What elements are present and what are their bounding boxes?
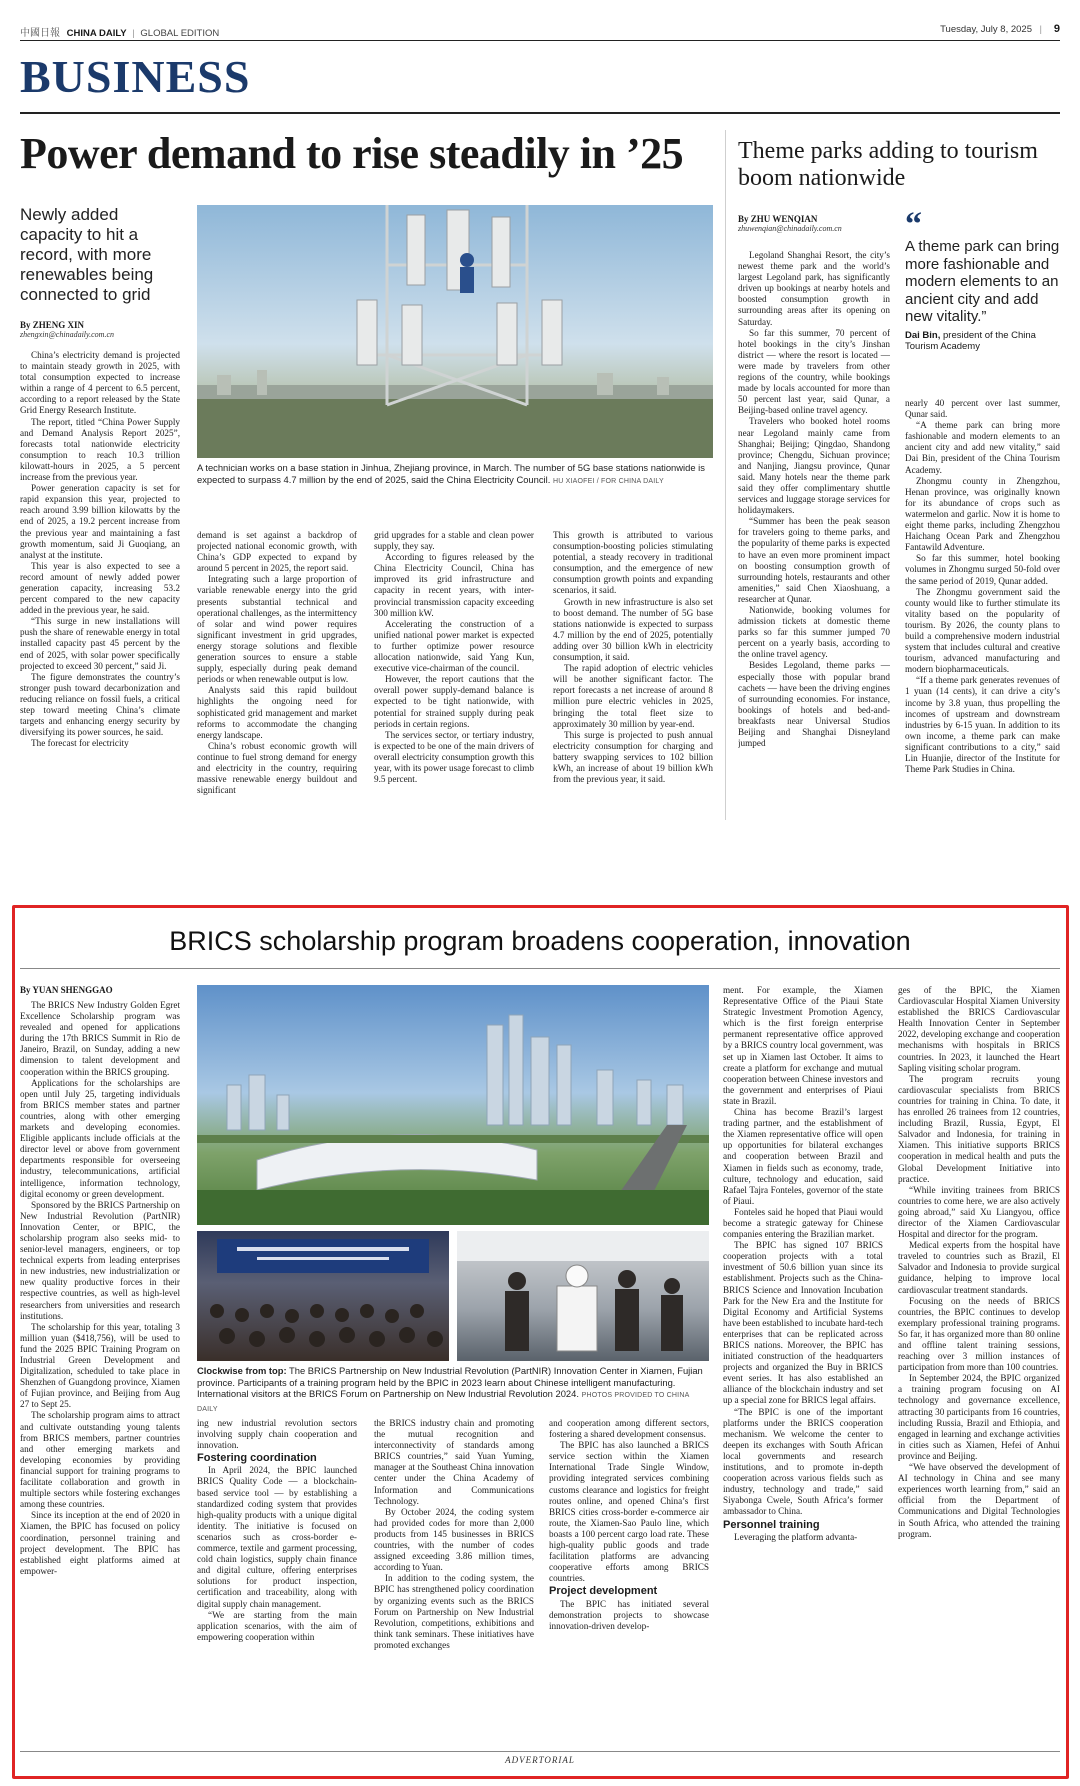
paragraph: China has become Brazil’s largest trading partner, and the establishment of the Xiamen representative office will open up opportunities for bilateral exchanges and cooperation between Brazil and Xiamen in fields such as economy, trade, culture, technology and education, said Rafael Tajra Fonteles, governor of the state of Piaui. <box>723 1107 883 1206</box>
paragraph: China’s robust economic growth will continue to fuel strong demand for energy and electricity in the country, requiring massive renewable energy buildout and significant <box>197 740 357 796</box>
paragraph: Nationwide, booking volumes for admission tickets at domestic theme parks so far this summer jumped 70 percent on a yearly basis, according to the online travel agency. <box>738 605 890 660</box>
brics-col-5 <box>723 985 883 1748</box>
brics-byline: By YUAN SHENGGAO <box>20 985 113 995</box>
paragraph: China’s electricity demand is projected to maintain steady growth in 2025, with total consumption expected to increase within a range of 4 percent to 6.5 percent, according to a report released by the State Grid Energy Research Institute. <box>20 350 180 416</box>
theme-headline: Theme parks adding to tourism boom nationwide <box>738 138 1038 191</box>
paragraph: So far this summer, hotel booking volumes in Zhongmu surged 50-fold over the same period of 2019, Qunar added. <box>905 553 1060 586</box>
paragraph: The rapid adoption of electric vehicles will be another significant factor. The report forecasts a net increase of around 8 million pure electric vehicles in 2025, bringing the total fleet size to approximately 30 million by year-end. <box>553 663 713 729</box>
paragraph: grid upgrades for a stable and clean power supply, they say. <box>374 530 534 552</box>
paragraph: In April 2024, the BPIC launched BRICS Quality Code — a blockchain-based service tool — by establishing a standardized coding system that provides high-quality products with a unique digital identity. The initiative is focused on scenarios such as cross-border e-commerce, textile and garment processing, cold chain logistics, supply chain finance and digital culture, offering enterprises solutions for product inspection, certification and traceability, along with digital supply chain management. <box>197 1465 357 1609</box>
paragraph: ment. For example, the Xiamen Representative Office of the Piaui State Strategic Investment Promotion Agency, which is the first foreign enterprise permanent representative office approved by a BRICS country local government, was set up in Xiamen last October. It aims to create a platform for exchange and mutual cooperation between Chinese investors and the government and enterprises of Piaui state in Brazil. <box>723 985 883 1106</box>
paragraph: Besides Legoland, theme parks — especially those with popular brand cachets — have been the driving engines of surrounding economies. For instance, bookings of hotels and bed-and-breakfasts near Universal Studios Beijing and Shanghai Disneyland jumped <box>738 660 890 749</box>
paragraph: The scholarship program aims to attract and cultivate outstanding young talents from BRICS members, partner countries and other emerging markets and developing economies by providing financial support for training programs to facilitate collaboration and growth in multiple sectors while fostering exchanges among these countries. <box>20 1410 180 1510</box>
paragraph: The Zhongmu government said the county would like to further stimulate its vitality based on the popularity of tourism. By 2026, the county plans to build a comprehensive modern industrial system that includes cultural and creative tourism, advanced manufacturing and modern biopharmaceuticals. <box>905 586 1060 675</box>
paragraph: Medical experts from the hospital have traveled to countries such as Brazil, El Salvador and Indonesia to provide surgical guidance, helping to improve local cardiovascular treatment standards. <box>898 1240 1060 1295</box>
paragraph: The BPIC has signed 107 BRICS cooperation projects with a total investment of 50.6 billion yuan since its establishment. Projects such as the China-BRICS Science and Innovation Incubation Park for the New Era and the Institute for Digital Economy and Artificial Systems have been established to incubate hard-tech enterprises that can be replicated across BRICS nations. Moreover, the BPIC has initiated construction of the headquarters projects and organized the Buy in BRICS event series. It has also established an alliance of the blockchain industry and set up a special zone for BRICS legal affairs. <box>723 1240 883 1406</box>
paragraph: According to figures released by the China Electricity Council, China has improved its grid infrastructure and capacity in recent years, with inter-provincial transmission capacity exceeding 300 million kW. <box>374 552 534 618</box>
paragraph: Analysts said this rapid buildout highlights the ongoing need for sophisticated grid management and market reforms to accommodate the changing energy landscape. <box>197 685 357 740</box>
paragraph: Sponsored by the BRICS Partnership on New Industrial Revolution (PartNIR) Innovation Center, or BPIC, the scholarship program also seeks mid- to senior-level managers, engineers, or top technical experts from leading enterprises in new industries, new industrialization or new quality productive forces in their respective countries, as well as high-level researchers from universities and research institutions. <box>20 1199 180 1321</box>
power-caption: A technician works on a base station in Jinhua, Zhejiang province, in March. The number of 5G base stations nationwide is expected to surpass 4.7 million by the end of 2025, said the China Electricity Council. HU XIAOFEI / FOR CHINA DAILY <box>197 462 705 485</box>
quote-attribution-title: president of the China Tourism Academy <box>905 329 1036 352</box>
paragraph: Fonteles said he hoped that Piaui would become a strategic gateway for Chinese companies entering the Brazilian market. <box>723 1206 883 1240</box>
paragraph: However, the report cautions that the overall power supply-demand balance is expected to be tight nationwide, with potential for strained supply during peak periods in certain regions. <box>374 674 534 729</box>
brics-col-4 <box>549 1418 709 1748</box>
paragraph: “We have observed the development of AI technology in China and see many experiences worth learning from,” said an official from the Department of Communications and Digital Technologies in South Africa, who attended the training program. <box>898 1462 1060 1539</box>
masthead-logo: 中國日報 <box>20 28 60 39</box>
brics-col-3 <box>374 1418 534 1748</box>
power-email: zhengxin@chinadaily.com.cn <box>20 330 115 339</box>
paragraph: ges of the BPIC, the Xiamen Cardiovascular Hospital Xiamen University established the BRICS Cardiovascular Health Innovation Center in September 2022, developing exchange and cooperation mechanisms with hospitals in BRICS countries. In 2023, it launched the Heart Sapling visiting scholar program. <box>898 985 1060 1073</box>
paragraph: Growth in new infrastructure is also set to boost demand. The number of 5G base stations nationwide is expected to surpass 4.7 million by the end of 2025, potentially adding over 30 billion kWh in electricity consumption, it said. <box>553 596 713 663</box>
brics-main-photo <box>197 985 709 1225</box>
theme-col-1 <box>738 250 890 822</box>
subhead: Project development <box>549 1585 658 1598</box>
paragraph: In September 2024, the BPIC organized a training program focusing on AI technology and governance excellence, attracting 30 participants from 16 countries, including Russia, Brazil and Ethiopia, and engaged in learning and exchange activities in cities such as Xiamen, Hefei of Anhui province and Beijing. <box>898 1373 1060 1461</box>
brics-training-photo <box>457 1231 709 1361</box>
pull-quote-text: A theme park can bring more fashionable and modern elements to an ancient city and add new vitality.” <box>905 238 1060 325</box>
paragraph: Travelers who booked hotel rooms near Legoland mainly came from Shanghai; Beijing; Qingdao, Shandong province; Chengdu, Sichuan province; and Nanjing, Jiangsu province, Qunar said. Many hotels near the theme park said they offer complimentary shuttle services and luggage storage services for holidaymakers. <box>738 416 890 516</box>
brics-col-2 <box>197 1418 357 1748</box>
page-number: 9 <box>1053 23 1060 35</box>
paragraph: This growth is attributed to various consumption-boosting policies stimulating potential, a steady recovery in traditional consumption, and the emergence of new consumption growth points and expanding scenarios, it said. <box>553 530 713 596</box>
page-date: Tuesday, July 8, 2025 <box>940 24 1032 35</box>
paragraph: The report, titled “China Power Supply and Demand Analysis Report 2025”, forecasts total nationwide electricity consumption to reach 10.3 trillion kilowatt-hours in 2025, a 5 percent increase from the previous year. <box>20 416 180 483</box>
brics-forum-photo <box>197 1231 449 1361</box>
edition-label: GLOBAL EDITION <box>140 28 220 39</box>
power-deck: Newly added capacity to hit a record, with more renewables being connected to grid <box>20 205 154 304</box>
paragraph: The BPIC has also launched a BRICS service section within the Xiamen International Trade Single Window, providing integrated services combining customs clearance and logistics for freight routes online, and opened China’s first BRICS cities cross-border e-commerce air route, the Xiamen-Sao Paulo line, which boasts a 100 percent cargo load rate. These high-quality public goods and trade facilitation platforms are advancing cooperative efforts among BRICS countries. <box>549 1440 709 1584</box>
paragraph: The BPIC has initiated several demonstration projects to showcase innovation-driven develop- <box>549 1598 709 1631</box>
robot-demo-illustration <box>457 1231 709 1361</box>
brics-headline: BRICS scholarship program broadens cooperation, innovation <box>169 926 911 956</box>
power-headline: Power demand to rise steadily in ’25 <box>20 129 684 178</box>
paragraph: “While inviting trainees from BRICS countries to come here, we are also actively going abroad,” said Xu Liangyou, office director of the Xiamen Cardiovascular Hospital and director for the program. <box>898 1184 1060 1240</box>
paragraph: Integrating such a large proportion of variable renewable energy into the grid presents substantial technical and operational challenges, as the intermittency of solar and wind power requires significant investment in grid upgrades, energy storage solutions and flexible generation sources to ensure a stable supply, especially during peak demand periods or when renewable output is low. <box>197 574 357 685</box>
pull-quote <box>905 206 1060 352</box>
paragraph: The forecast for electricity <box>31 738 129 749</box>
paragraph: The scholarship for this year, totaling 3 million yuan ($418,756), will be used to fund the 2025 BPIC Training Program on Industrial Green Development and Digitalization, scheduled to take place in Shenzhen of Guangdong province, Xiamen of Fujian province, and Beijing from Aug 27 to Sept 25. <box>20 1321 180 1410</box>
paragraph: This year is also expected to see a record amount of newly added power generation capacity, increasing 53.2 percent compared to the new capacity added in the previous year, he said. <box>20 560 180 616</box>
theme-col-2 <box>905 398 1060 822</box>
paragraph: “We are starting from the main application scenarios, with the aim of empowering cooperation within <box>197 1609 357 1642</box>
brics-caption-lead: Clockwise from top: <box>197 1365 287 1376</box>
power-byline: By ZHENG XIN <box>20 320 85 330</box>
brics-col-6 <box>898 985 1060 1748</box>
paragraph: “If a theme park generates revenues of 1 yuan (14 cents), it can drive a city’s income by 3.8 yuan, thus propelling the incomes of upstream and downstream industries by 6-15 yuan. In addition to its own income, a theme park can make significant contributions to a city,” said Lin Huanjie, director of the Institute for Theme Park Studies in China. <box>905 675 1060 775</box>
brics-col-1 <box>20 1000 180 1748</box>
paragraph: Since its inception at the end of 2020 in Xiamen, the BPIC has focused on policy coordination, personnel training and project development. The BPIC has established eight platforms aimed at empower- <box>20 1510 180 1576</box>
subhead: Fostering coordination <box>197 1452 317 1465</box>
paragraph: The figure demonstrates the country’s stronger push toward decarbonization and reducing reliance on fossil fuels, a critical step toward meeting China’s climate targets and enhancing energy security by diversifying its power sources, he said. <box>20 671 180 738</box>
paragraph: Focusing on the needs of BRICS countries, the BPIC continues to develop exemplary professional training programs. So far, it has organized more than 80 online and offline talent training sessions, reaching over 3 million instances of participation from more than 100 countries. <box>898 1295 1060 1373</box>
paragraph: ing new industrial revolution sectors involving supply chain cooperation and innovation. <box>197 1418 357 1451</box>
power-col-3 <box>374 530 534 820</box>
power-col-2 <box>197 530 357 820</box>
cell-tower-illustration <box>197 205 713 458</box>
paragraph: By October 2024, the coding system had provided codes for more than 2,000 products from 145 businesses in BRICS countries, with the number of codes assigned exceeding 3.86 million times, according to Yuan. <box>374 1506 534 1573</box>
paragraph: “A theme park can bring more fashionable and modern elements to an ancient city and add new vitality,” said Dai Bin, president of the China Tourism Academy. <box>905 420 1060 475</box>
paragraph: “The BPIC is one of the important platforms under the BRICS cooperation mechanism. We welcome the center to deepen its exchanges with South African local governments and research institutions, and to promote in-depth cooperation across various fields such as industry, technology and trade,” said Siyabonga Cwele, South Africa’s former ambassador to China. <box>723 1406 883 1517</box>
forum-audience-illustration <box>197 1231 449 1361</box>
quote-attribution-name: Dai Bin, <box>905 329 941 341</box>
theme-email: zhuwenqian@chinadaily.com.cn <box>738 224 842 233</box>
paragraph: demand is set against a backdrop of projected national economic growth, with China’s GDP expected to expand by around 5 percent in 2025, the report said. <box>197 530 357 574</box>
paragraph: So far this summer, 70 percent of hotel bookings in the city’s Jinshan district — where the resort is located — were made by travelers from other regions of the country, while bookings made by locals accounted for more than 50 percent last year, said Qunar, a Beijing-based online travel agency. <box>738 327 890 416</box>
paragraph: Legoland Shanghai Resort, the city’s newest theme park and the world’s largest Legoland park, has significantly driven up bookings at nearby hotels and boosted consumption growth in surrounding areas after its opening on Saturday. <box>738 250 890 327</box>
brics-photo-credit: PHOTOS PROVIDED TO CHINA DAILY <box>197 1392 690 1413</box>
paragraph: nearly 40 percent over last summer, Qunar said. <box>905 398 1060 420</box>
power-col-4 <box>553 530 713 820</box>
subhead: Personnel training <box>723 1518 820 1531</box>
section-title: BUSINESS <box>20 51 251 102</box>
paragraph: Accelerating the construction of a unified national power market is expected to further optimize power resource allocation nationwide, said Yang Kun, executive vice-chairman of the council. <box>374 618 534 674</box>
paragraph: and cooperation among different sectors, fostering a shared development consensus. <box>549 1418 709 1440</box>
paragraph: In addition to the coding system, the BPIC has strengthened policy coordination by organizing events such as the BRICS Forum on Partnership on New Industrial Revolution, competitions, exhibitions and think tank seminars. These initiatives have promoted exchanges <box>374 1573 534 1650</box>
power-col-1 <box>20 350 180 820</box>
theme-byline: By ZHU WENQIAN <box>738 214 818 224</box>
paragraph: This surge is projected to push annual electricity consumption for charging and battery swapping services to 102 billion kWh, an increase of about 19 billion kWh from the previous year, it said. <box>553 729 713 785</box>
advertorial-label: ADVERTORIAL <box>505 1755 575 1765</box>
paragraph: “Summer has been the peak season for travelers going to theme parks, and the popularity of theme parks is expected to have an even more prominent impact on boosting consumption growth of surrounding hotels, restaurants and other amenities,” said Chen Xiaoshuang, a researcher at Qunar. <box>738 516 890 604</box>
paragraph: Power generation capacity is set for rapid expansion this year, projected to reach around 3.99 billion kilowatts by the end of 2025, a 19.2 percent increase from the previous year and maintaining a fast growth momentum, said Ji Guoqiang, an analyst at the institute. <box>20 483 180 560</box>
power-photo <box>197 205 713 458</box>
quote-mark-icon: “ <box>905 206 922 243</box>
power-photo-credit: HU XIAOFEI / FOR CHINA DAILY <box>552 477 664 485</box>
paragraph: the BRICS industry chain and promoting the mutual recognition and interconnectivity of standards among BRICS countries,” said Yuan Yuming, manager at the Southeast China innovation center under the China Academy of Information and Communications Technology. <box>374 1418 534 1506</box>
paragraph: The BRICS New Industry Golden Egret Excellence Scholarship program was revealed and opened for applications during the 17th BRICS Summit in Rio de Janeiro, Brazil, on Sunday, adding a new dimension to talent development and cooperation within the BRICS grouping. <box>20 1000 180 1077</box>
brics-caption: Clockwise from top: The BRICS Partnership on New Industrial Revolution (PartNIR) Innovation Center in Xiamen, Fujian province. Participants of a training program held by the BPIC in 2023 learn about Chinese intelligent manufacturing. International visitors at the BRICS Forum on Partnership on New Industrial Revolution 2024. PHOTOS PROVIDED TO CHINA DAILY <box>197 1365 703 1413</box>
paragraph: Applications for the scholarships are open until July 25, targeting individuals from BRICS member states and partner countries, along with other emerging markets and developing economies. Eligible applicants include officials at the director level or above from government departments responsible for overseeing industry, telecommunications, artificial intelligence, information technology, digital economy or green development. <box>20 1077 180 1199</box>
paragraph: Leveraging the platform advanta- <box>734 1531 858 1542</box>
masthead-bar: 中國日報 CHINA DAILY | GLOBAL EDITION Tuesday, July 8, 2025 | 9 <box>20 23 1060 39</box>
paragraph: Zhongmu county in Zhengzhou, Henan province, was originally known for its abundance of crops such as watermelon and garlic. Now it is home to eight theme parks, including Zhengzhou Haichang Ocean Park and Zhengzhou Fantawild Adventure. <box>905 475 1060 553</box>
paper-name: CHINA DAILY <box>66 28 127 39</box>
paragraph: “This surge in new installations will push the share of renewable energy in total installed capacity past 45 percent by the end of 2025, with solar power specifically projected to exceed 30 percent,” said Ji. <box>20 616 180 671</box>
paragraph: The program recruits young cardiovascular specialists from BRICS countries for training in China. To date, it has enrolled 26 trainees from 12 countries, including Brazil, Russia, Egypt, El Salvador and Indonesia, for training in Xiamen. This initiative supports BRICS cooperation in medical health and puts the Global Development Initiative into practice. <box>898 1073 1060 1184</box>
city-aerial-illustration <box>197 985 709 1225</box>
paragraph: The services sector, or tertiary industry, is expected to be one of the main drivers of overall electricity consumption growth this year, with its power usage forecast to climb 9.5 percent. <box>374 729 534 785</box>
